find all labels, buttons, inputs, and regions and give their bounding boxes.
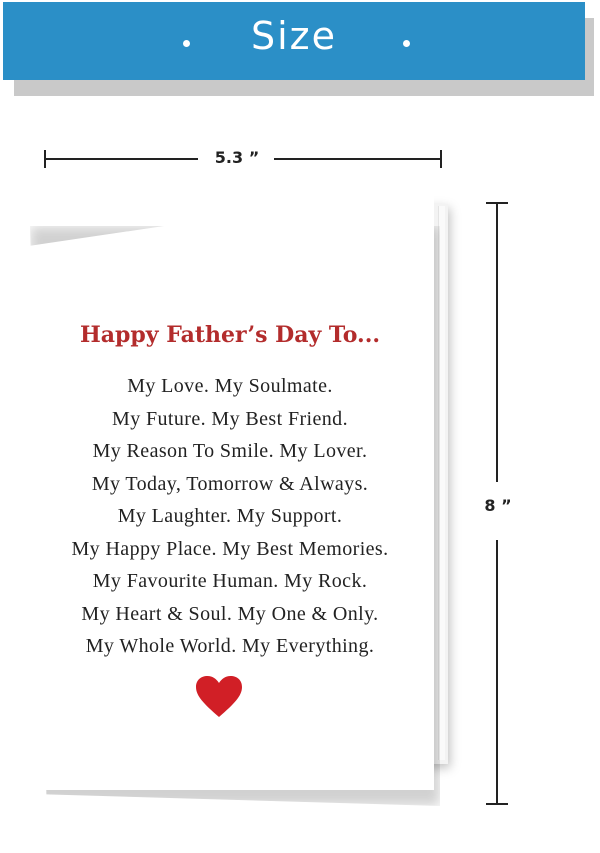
card-heading: Happy Father’s Day To...	[79, 322, 381, 348]
height-label: 8 ”	[484, 496, 512, 515]
width-tick-right	[440, 150, 442, 168]
size-banner	[3, 2, 585, 80]
width-label: 5.3 ”	[214, 148, 260, 167]
card-line: My Future. My Best Friend.	[112, 407, 348, 430]
card-line: My Favourite Human. My Rock.	[92, 570, 368, 592]
height-line-top	[496, 202, 498, 482]
card-line: My Laughter. My Support.	[117, 505, 343, 527]
banner-title: Size	[250, 14, 337, 58]
width-line-right	[274, 158, 442, 160]
width-line-left	[44, 158, 198, 160]
card-line: My Heart & Soul. My One & Only.	[81, 602, 379, 625]
height-line-bottom	[496, 540, 498, 804]
heart-icon	[196, 676, 242, 718]
card-message-list	[26, 370, 434, 663]
card-line: My Today, Tomorrow & Always.	[91, 472, 369, 495]
height-tick-bottom	[486, 803, 508, 805]
card-line: My Happy Place. My Best Memories.	[71, 537, 389, 560]
card-line: My Love. My Soulmate.	[127, 375, 333, 397]
banner-dot-right	[403, 40, 410, 47]
card-line: My Whole World. My Everything.	[85, 635, 375, 657]
card-line: My Reason To Smile. My Lover.	[92, 440, 368, 462]
